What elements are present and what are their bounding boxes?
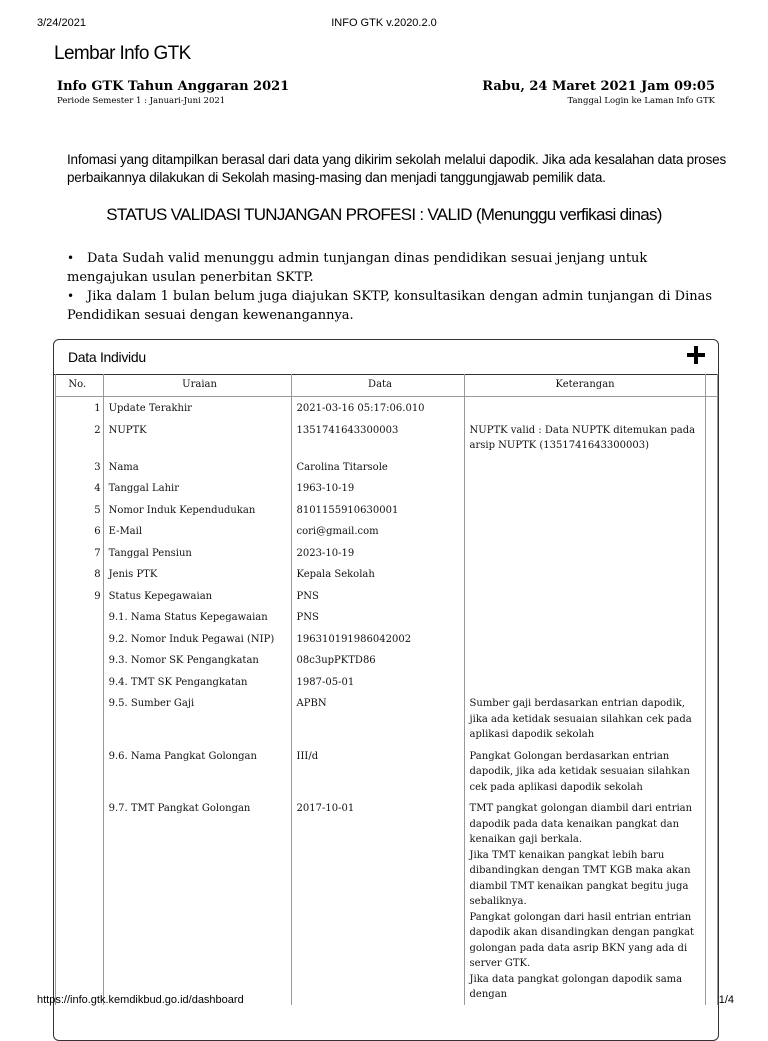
table-row: [56, 585, 718, 607]
row-data: 08c3upPKTD86: [291, 649, 464, 671]
row-keterangan: [464, 671, 705, 693]
table-row: [56, 542, 718, 564]
row-number: 9: [56, 585, 104, 607]
row-number: 1: [56, 397, 104, 419]
bullet-icon: •: [67, 251, 75, 265]
row-number: 2: [56, 419, 104, 456]
instruction-item: [67, 249, 717, 287]
instruction-text: Data Sudah valid menunggu admin tunjangan dinas pendidikan sesuai jenjang untuk mengajukan usulan penerbitan SKTP.: [67, 251, 648, 285]
status-instructions: [67, 249, 717, 325]
row-keterangan: NUPTK valid : Data NUPTK ditemukan pada arsip NUPTK (1351741643300003): [464, 419, 705, 456]
app-title: Lembar Info GTK: [54, 43, 191, 64]
row-number: 8: [56, 563, 104, 585]
row-data: 1987-05-01: [291, 671, 464, 693]
row-keterangan: [464, 585, 705, 607]
row-spacer: [705, 649, 717, 671]
row-uraian: Tanggal Lahir: [103, 477, 291, 499]
row-spacer: [705, 499, 717, 521]
login-date-caption: Tanggal Login ke Laman Info GTK: [567, 96, 715, 106]
row-keterangan: TMT pangkat golongan diambil dari entrian dapodik pada data kenaikan pangkat dan kenaikan gaji berkala. Jika TMT kenaikan pangkat lebih baru dibandingkan dengan TMT KGB maka akan diambil TMT kenaikan pangkat begitu juga sebaliknya. Pangkat golongan dari hasil entrian entrian dapodik akan disandingkan dengan pangkat golongan pada data asrip BKN yang ada di server GTK. Jika data pangkat golongan dapodik sama dengan: [464, 797, 705, 1005]
row-uraian: Jenis PTK: [103, 563, 291, 585]
row-spacer: [705, 419, 717, 456]
row-number: [56, 649, 104, 671]
row-uraian: 9.5. Sumber Gaji: [103, 692, 291, 745]
row-spacer: [705, 585, 717, 607]
row-uraian: Update Terakhir: [103, 397, 291, 419]
row-keterangan: Sumber gaji berdasarkan entrian dapodik, jika ada ketidak sesuaian silahkan cek pada aplikasi dapodik sekolah: [464, 692, 705, 745]
column-header-data: Data: [291, 374, 464, 397]
row-uraian: 9.7. TMT Pangkat Golongan: [103, 797, 291, 1005]
table-row: [56, 563, 718, 585]
row-keterangan: [464, 520, 705, 542]
row-number: [56, 628, 104, 650]
row-data: 1351741643300003: [291, 419, 464, 456]
row-number: [56, 745, 104, 798]
row-data: PNS: [291, 585, 464, 607]
budget-year-title: Info GTK Tahun Anggaran 2021: [57, 79, 290, 94]
row-data: 196310191986042002: [291, 628, 464, 650]
row-number: [56, 606, 104, 628]
row-spacer: [705, 520, 717, 542]
row-data: III/d: [291, 745, 464, 798]
panel-title: Data Individu: [68, 349, 146, 365]
column-header-uraian: Uraian: [103, 374, 291, 397]
row-number: 3: [56, 456, 104, 478]
row-data: Carolina Titarsole: [291, 456, 464, 478]
row-spacer: [705, 606, 717, 628]
row-number: 5: [56, 499, 104, 521]
print-date: 3/24/2021: [37, 17, 86, 29]
row-data: 2017-10-01: [291, 797, 464, 1005]
row-data: 2023-10-19: [291, 542, 464, 564]
row-uraian: 9.6. Nama Pangkat Golongan: [103, 745, 291, 798]
row-data: Kepala Sekolah: [291, 563, 464, 585]
row-keterangan: [464, 563, 705, 585]
table-row: [56, 499, 718, 521]
table-row: [56, 397, 718, 419]
row-number: [56, 692, 104, 745]
semester-period: Periode Semester 1 : Januari-Juni 2021: [57, 96, 226, 106]
row-number: [56, 671, 104, 693]
column-header-spacer: [705, 374, 717, 397]
table-row: [56, 797, 718, 1005]
login-date-block: [482, 79, 715, 107]
table-row: [56, 419, 718, 456]
row-uraian: 9.1. Nama Status Kepegawaian: [103, 606, 291, 628]
print-page-title: INFO GTK v.2020.2.0: [331, 17, 437, 29]
row-spacer: [705, 745, 717, 798]
column-header-keterangan: Keterangan: [464, 374, 705, 397]
print-url: https://info.gtk.kemdikbud.go.id/dashboard: [37, 994, 244, 1006]
panel-header[interactable]: [54, 340, 718, 375]
row-spacer: [705, 628, 717, 650]
row-number: 7: [56, 542, 104, 564]
row-uraian: 9.2. Nomor Induk Pegawai (NIP): [103, 628, 291, 650]
instruction-item: [67, 287, 717, 325]
row-uraian: E-Mail: [103, 520, 291, 542]
table-row: [56, 456, 718, 478]
row-spacer: [705, 397, 717, 419]
budget-year-block: [57, 79, 289, 107]
column-header-no: No.: [56, 374, 104, 397]
row-number: [56, 797, 104, 1005]
data-source-notice: Infomasi yang ditampilkan berasal dari data yang dikirim sekolah melalui dapodik. Jika ada kesalahan data proses perbaikannya dilakukan di Sekolah masing-masing dan menjadi tanggungjawab pemilik data.: [67, 152, 726, 185]
row-number: 4: [56, 477, 104, 499]
row-data: 2021-03-16 05:17:06.010: [291, 397, 464, 419]
row-uraian: 9.4. TMT SK Pengangkatan: [103, 671, 291, 693]
row-spacer: [705, 477, 717, 499]
table-row: [56, 628, 718, 650]
row-uraian: Nama: [103, 456, 291, 478]
row-data: cori@gmail.com: [291, 520, 464, 542]
table-row: [56, 477, 718, 499]
row-keterangan: [464, 456, 705, 478]
plus-icon[interactable]: [686, 345, 706, 365]
validation-status-heading: STATUS VALIDASI TUNJANGAN PROFESI : VALID (Menunggu verfikasi dinas): [106, 205, 662, 224]
data-individu-table: [55, 374, 718, 1005]
row-keterangan: [464, 606, 705, 628]
instruction-text: Jika dalam 1 bulan belum juga diajukan SKTP, konsultasikan dengan admin tunjangan di Dinas Pendidikan sesuai dengan kewenangannya.: [67, 289, 713, 323]
data-individu-panel: [53, 339, 719, 1041]
row-spacer: [705, 797, 717, 1005]
row-uraian: Nomor Induk Kependudukan: [103, 499, 291, 521]
row-keterangan: [464, 397, 705, 419]
row-spacer: [705, 692, 717, 745]
row-uraian: Status Kepegawaian: [103, 585, 291, 607]
row-keterangan: [464, 628, 705, 650]
row-spacer: [705, 542, 717, 564]
row-uraian: Tanggal Pensiun: [103, 542, 291, 564]
row-data: PNS: [291, 606, 464, 628]
row-keterangan: [464, 477, 705, 499]
print-page-number: 1/4: [718, 994, 734, 1006]
table-row: [56, 692, 718, 745]
row-spacer: [705, 671, 717, 693]
row-data: 8101155910630001: [291, 499, 464, 521]
table-row: [56, 745, 718, 798]
row-uraian: 9.3. Nomor SK Pengangkatan: [103, 649, 291, 671]
row-data: 1963-10-19: [291, 477, 464, 499]
row-spacer: [705, 456, 717, 478]
table-header-row: [56, 374, 718, 397]
row-keterangan: [464, 499, 705, 521]
table-row: [56, 649, 718, 671]
row-data: APBN: [291, 692, 464, 745]
row-spacer: [705, 563, 717, 585]
login-datetime: Rabu, 24 Maret 2021 Jam 09:05: [482, 79, 715, 94]
row-keterangan: [464, 649, 705, 671]
row-number: 6: [56, 520, 104, 542]
table-row: [56, 606, 718, 628]
table-row: [56, 671, 718, 693]
bullet-icon: •: [67, 289, 75, 303]
row-uraian: NUPTK: [103, 419, 291, 456]
row-keterangan: Pangkat Golongan berdasarkan entrian dapodik, jika ada ketidak sesuaian silahkan cek pada aplikasi dapodik sekolah: [464, 745, 705, 798]
table-row: [56, 520, 718, 542]
row-keterangan: [464, 542, 705, 564]
